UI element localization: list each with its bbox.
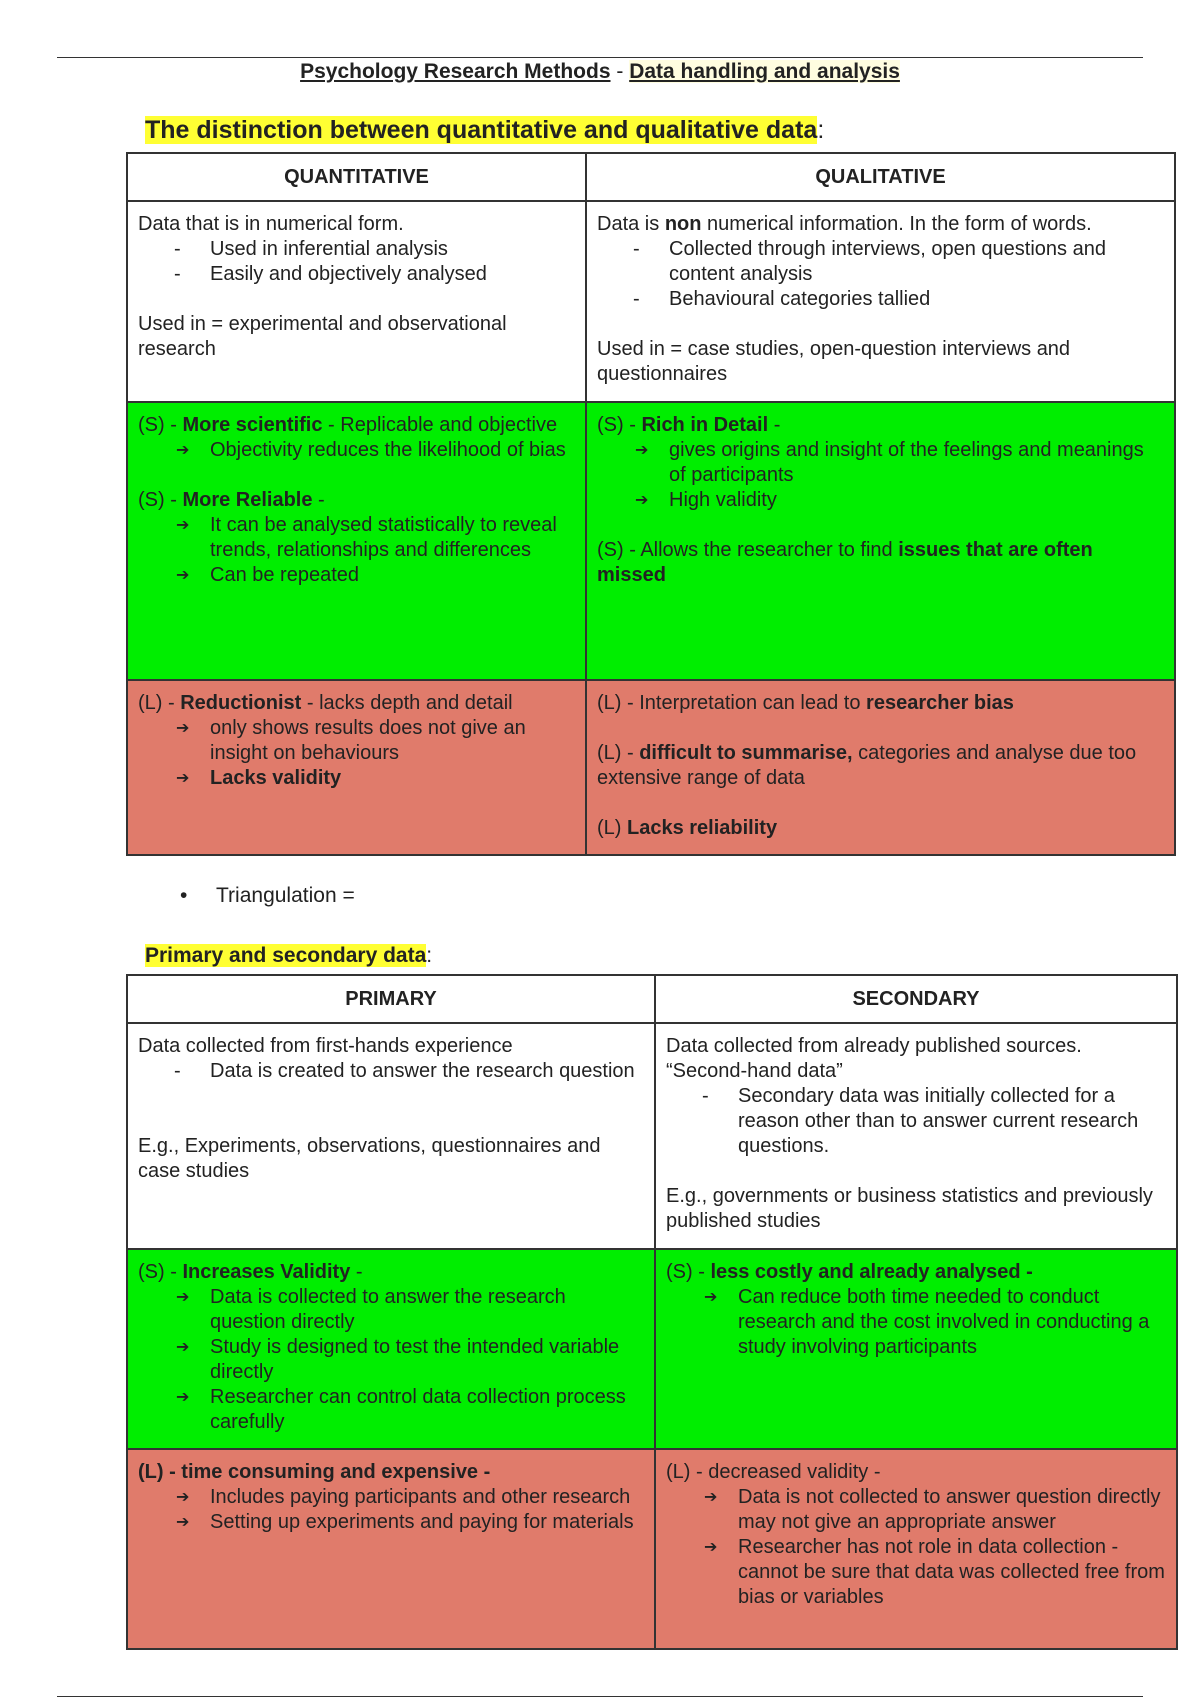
limitation-line [597, 741, 1164, 791]
list-item: ➔ Setting up experiments and paying for materials [138, 1510, 644, 1535]
limitation-line [597, 816, 1164, 841]
definition-intro [597, 212, 1164, 237]
title-topic: Data handling and analysis [629, 60, 900, 83]
list-item: ➔ only shows results does not give an insight on behaviours [138, 716, 575, 766]
bold-text: Rich in Detail [641, 414, 769, 436]
example-text: E.g., Experiments, observations, questionnaires and case studies [138, 1135, 601, 1182]
bold-text: difficult to summarise, [639, 742, 853, 764]
section-heading-quant-qual [145, 116, 824, 145]
bold-text: less costly and already analysed - [710, 1261, 1033, 1283]
col-header-secondary: SECONDARY [655, 975, 1177, 1023]
primary-secondary-table [126, 974, 1178, 1650]
primary-limitations [127, 1449, 655, 1649]
limitations-row [127, 680, 1175, 855]
section-heading-text: The distinction between quantitative and qualitative data [145, 116, 818, 144]
secondary-strengths [655, 1249, 1177, 1449]
list-item: - Secondary data was initially collected for a reason other than to answer current research questions. [666, 1084, 1166, 1159]
triangulation-bullet [180, 884, 355, 908]
col-header-qualitative: QUALITATIVE [586, 153, 1175, 201]
limitation-line [138, 1460, 644, 1485]
text: - [350, 1261, 363, 1283]
top-rule [57, 57, 1143, 58]
strength-line [138, 413, 575, 438]
list-item: ➔ gives origins and insight of the feelings and meanings of participants [597, 438, 1164, 488]
strength-list [138, 513, 575, 588]
limitation-list [666, 1485, 1166, 1610]
limitations-row [127, 1449, 1177, 1649]
text: (S) - [138, 414, 183, 436]
definition-list [138, 1059, 644, 1084]
list-item: - Used in inferential analysis [138, 237, 575, 262]
text: (S) - [597, 414, 642, 436]
strength-list [597, 438, 1164, 513]
primary-definition [127, 1023, 655, 1249]
list-item [138, 766, 575, 791]
bold-text: More scientific [182, 414, 323, 436]
limitation-line: (L) - decreased validity - [666, 1461, 881, 1483]
list-item: - Collected through interviews, open questions and content analysis [597, 237, 1164, 287]
quantitative-definition [127, 201, 586, 402]
title-subject: Psychology Research Methods [300, 60, 611, 83]
strength-line [138, 488, 575, 513]
list-item: ➔ Data is collected to answer the research question directly [138, 1285, 644, 1335]
qualitative-limitations [586, 680, 1175, 855]
bold-text: researcher bias [866, 692, 1014, 714]
table-header-row [127, 153, 1175, 201]
definition-intro: Data collected from first-hands experience [138, 1035, 513, 1057]
used-in-text: Used in = experimental and observational research [138, 313, 507, 360]
strength-list [138, 1285, 644, 1435]
col-header-quantitative: QUANTITATIVE [127, 153, 586, 201]
bullet-dot: • [180, 884, 188, 907]
text: (L) - [138, 692, 181, 714]
bottom-rule [57, 1696, 1143, 1697]
definition-list [138, 237, 575, 287]
list-item: - Easily and objectively analysed [138, 262, 575, 287]
text: (L) [597, 817, 627, 839]
section-heading-text: Primary and secondary data [145, 944, 427, 967]
list-item: ➔ High validity [597, 488, 1164, 513]
list-item: ➔ Study is designed to test the intended variable directly [138, 1335, 644, 1385]
definition-list [597, 237, 1164, 312]
table-header-row [127, 975, 1177, 1023]
text: categories and analyse due too extensive range of data [597, 742, 1137, 789]
example-text: E.g., governments or business statistics and previously published studies [666, 1185, 1153, 1232]
limitation-line [138, 691, 575, 716]
bold-text: (L) - time consuming and expensive - [138, 1461, 491, 1483]
heading-colon: : [426, 944, 433, 967]
bold-text: Reductionist [180, 692, 302, 714]
quantitative-strengths [127, 402, 586, 680]
bold-text: Lacks validity [210, 767, 342, 789]
text: (S) - [138, 489, 183, 511]
col-header-primary: PRIMARY [127, 975, 655, 1023]
quant-qual-table [126, 152, 1176, 856]
list-item: ➔ Researcher has not role in data collection - cannot be sure that data was collected free from bias or variables [666, 1535, 1166, 1610]
definition-row [127, 1023, 1177, 1249]
definition-intro: Data collected from already published sources. “Second-hand data” [666, 1035, 1082, 1082]
definition-intro: Data that is in numerical form. [138, 213, 404, 235]
strengths-row [127, 1249, 1177, 1449]
bold-text: Lacks reliability [627, 817, 778, 839]
text: - lacks depth and detail [301, 692, 513, 714]
bullet-text: Triangulation = [216, 884, 355, 907]
secondary-definition [655, 1023, 1177, 1249]
bold-text: issues that are often missed [597, 539, 1093, 586]
text: Data is [597, 213, 665, 235]
text: numerical information. In the form of words. [701, 213, 1092, 235]
definition-list [666, 1084, 1166, 1159]
qualitative-strengths [586, 402, 1175, 680]
list-item: - Data is created to answer the research question [138, 1059, 644, 1084]
text: (S) - [138, 1261, 183, 1283]
section-heading-primary-secondary [145, 944, 432, 968]
title-separator: - [610, 60, 630, 83]
primary-strengths [127, 1249, 655, 1449]
text: (S) - [666, 1261, 711, 1283]
text: - [768, 414, 781, 436]
strength-list [666, 1285, 1166, 1360]
strength-line [138, 1260, 644, 1285]
limitation-list [138, 716, 575, 791]
strengths-row [127, 402, 1175, 680]
text: - [312, 489, 325, 511]
list-item: ➔ Objectivity reduces the likelihood of bias [138, 438, 575, 463]
definition-row [127, 201, 1175, 402]
text: - Replicable and objective [322, 414, 558, 436]
strength-line [666, 1260, 1166, 1285]
limitation-list [138, 1485, 644, 1535]
quantitative-limitations [127, 680, 586, 855]
list-item: - Behavioural categories tallied [597, 287, 1164, 312]
text: (L) - Interpretation can lead to [597, 692, 867, 714]
secondary-limitations [655, 1449, 1177, 1649]
list-item: ➔ Data is not collected to answer question directly may not give an appropriate answer [666, 1485, 1166, 1535]
text: (L) - [597, 742, 640, 764]
bold-text: More Reliable [182, 489, 313, 511]
strength-list [138, 438, 575, 463]
list-item: ➔ Researcher can control data collection process carefully [138, 1385, 644, 1435]
strength-line [597, 413, 1164, 438]
qualitative-definition [586, 201, 1175, 402]
list-item: ➔ Can be repeated [138, 563, 575, 588]
bold-text: Increases Validity [182, 1261, 351, 1283]
limitation-line [597, 691, 1164, 716]
list-item: ➔ Can reduce both time needed to conduct research and the cost involved in conducting a study involving participants [666, 1285, 1166, 1360]
heading-colon: : [817, 116, 825, 144]
strength-line [597, 538, 1164, 588]
text: (S) - Allows the researcher to find [597, 539, 899, 561]
used-in-text: Used in = case studies, open-question interviews and questionnaires [597, 338, 1071, 385]
bold-text: non [664, 213, 702, 235]
list-item: ➔ Includes paying participants and other research [138, 1485, 644, 1510]
page-title [0, 60, 1200, 84]
list-item: ➔ It can be analysed statistically to reveal trends, relationships and differences [138, 513, 575, 563]
